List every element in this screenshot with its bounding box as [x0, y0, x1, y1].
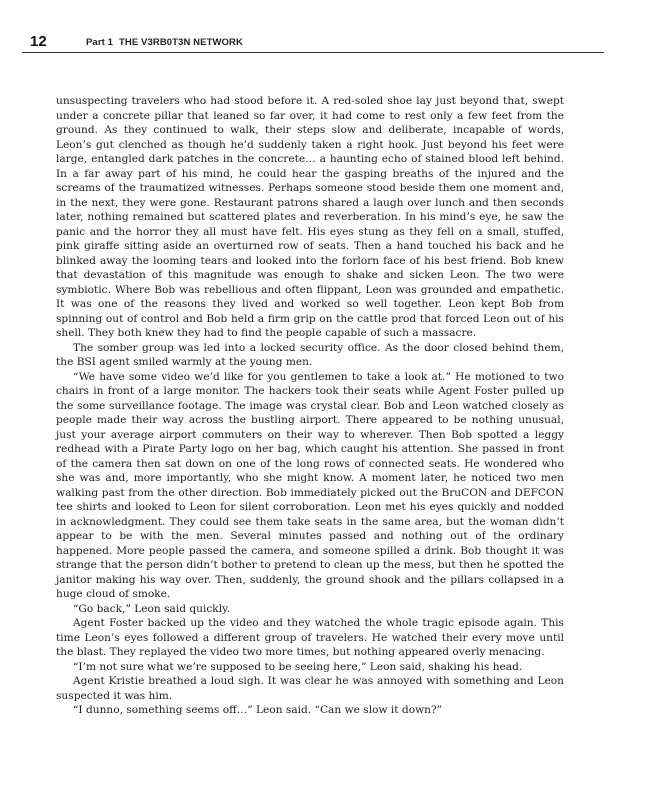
- page-header: [22, 30, 604, 53]
- paragraph: “I dunno, something seems off…” Leon said. “Can we slow it down?”: [73, 704, 443, 716]
- paragraph: Agent Kristie breathed a loud sigh. It was clear he was annoyed with something and Leon suspected it was him.: [56, 675, 564, 702]
- paragraph: “I’m not sure what we’re supposed to be seeing here,” Leon said, shaking his head.: [73, 660, 523, 673]
- paragraph: unsuspecting travelers who had stood before it. A red-soled shoe lay just beyond that, swept under a concrete pillar that leaned so far over, it had come to rest only a few feet from the ground. As they continued to walk, their steps slow and deliberate, incapable of words, Leon’s gut clenched as though he’d suddenly taken a right hook. Just beyond his feet were large, entangled dark patches in the concrete… a haunting echo of stained blood left behind. In a far away part of his mind, he could hear the gasping breaths of the injured and the screams of the traumatized witnesses. Perhaps someone stood beside them one moment and, in the next, they were gone. Restaurant patrons shared a laugh over lunch and then seconds later, nothing remained but scattered plates and reverberation. In his mind’s eye, he saw the panic and the horror they all must have felt. His eyes stung as they fell on a small, stuffed, pink giraffe sitting aside an overturned row of seats. Then a hand touched his back and he blinked away the looming tears and looked into the forlorn face of his best friend. Bob knew that devastation of this magnitude was enough to shake and sicken Leon. The two were symbiotic. Where Bob was rebellious and often flippant, Leon was grounded and empathetic. It was one of the reasons they lived and worked so well together. Leon kept Bob from spinning out of control and Bob held a firm grip on the cattle prod that forced Leon out of his shell. They both knew they had to find the people capable of such a massacre.: [56, 95, 564, 339]
- paragraph: The somber group was led into a locked security office. As the door closed behind them, the BSI agent smiled warmly at the young men.: [56, 341, 564, 368]
- part-label: Part 1: [86, 37, 114, 48]
- paragraph: “We have some video we’d like for you gentlemen to take a look at.” He motioned to two chairs in front of a large monitor. The hackers took their seats while Agent Foster pulled up the some surveillance footage. The image was crystal clear. Bob and Leon watched closely as people made their way across the bustling airport. There appeared to be nothing unusual, just your average airport commuters on their way to wherever. Then Bob spotted a leggy redhead with a Pirate Party logo on her bag, which caught his attention. She passed in front of the camera then sat down on one of the long rows of connected seats. He wondered who she was and, more importantly, who she might know. A moment later, he noticed two men walking past from the other direction. Bob immediately picked out the BruCON and DEFCON tee shirts and looked to Leon for silent corroboration. Leon met his eyes quickly and nodded in acknowledgment. They could see them take seats in the same area, but the woman didn’t appear to be with the men. Several minutes passed and nothing out of the ordinary happened. More people passed the camera, and someone spilled a drink. Bob thought it was strange that the person didn’t bother to pretend to clean up the mess, but then he spotted the janitor making his way over. Then, suddenly, the ground shook and the pillars collapsed in a huge cloud of smoke.: [56, 370, 564, 600]
- body-text: [56, 94, 564, 718]
- section-title: THE V3RB0T3N NETWORK: [119, 37, 243, 48]
- paragraph: Agent Foster backed up the video and they watched the whole tragic episode again. This time Leon’s eyes followed a different group of travelers. He watched their every move until the blast. They replayed the video two more times, but nothing appeared overly menacing.: [56, 617, 564, 658]
- page-number: 12: [30, 33, 47, 50]
- running-head: [86, 37, 243, 48]
- paragraph: “Go back,” Leon said quickly.: [73, 602, 231, 615]
